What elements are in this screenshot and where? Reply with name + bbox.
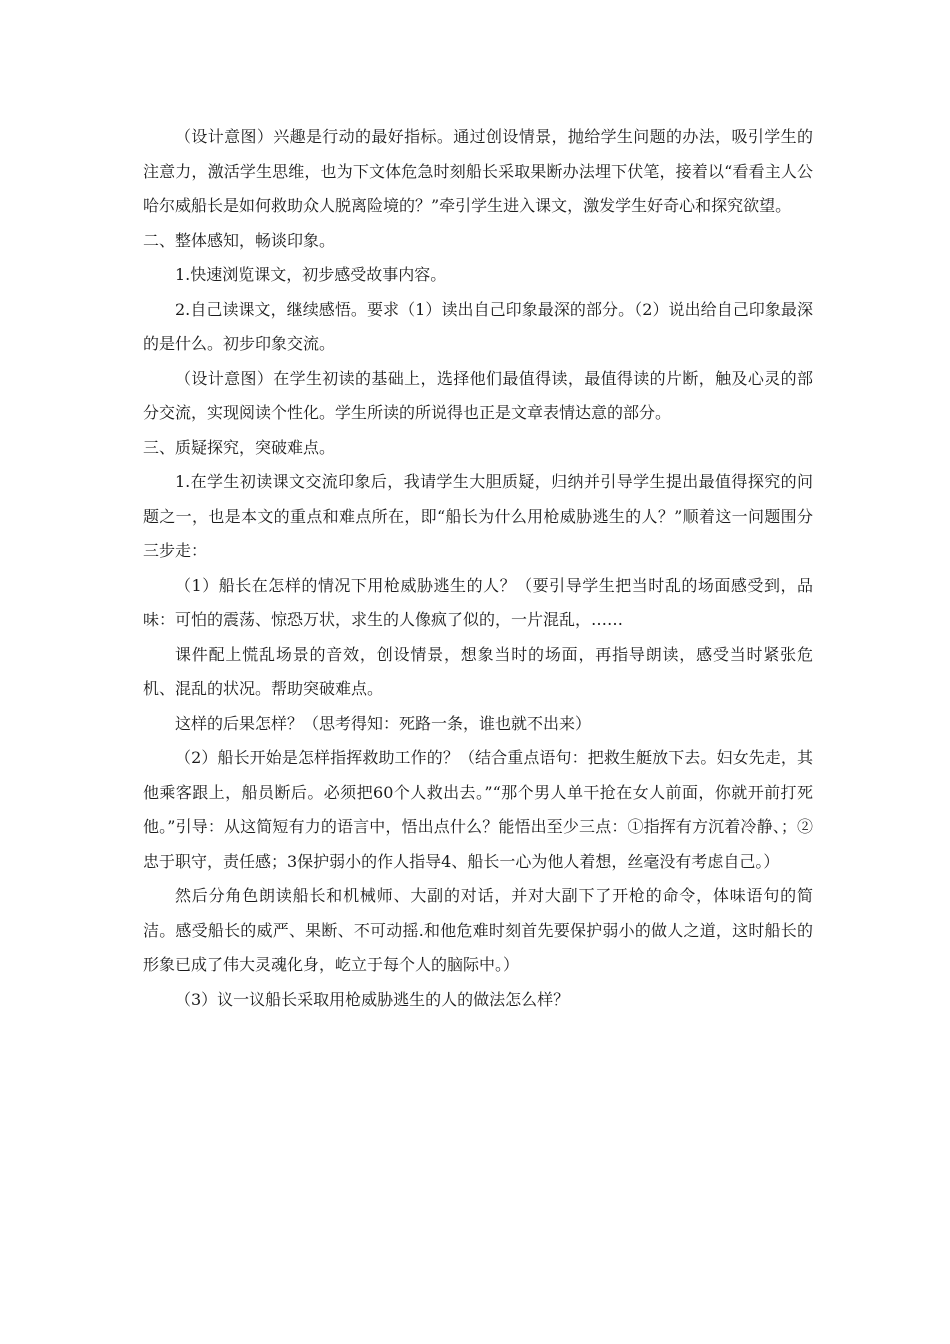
consequence-paragraph: 这样的后果怎样？（思考得知：死路一条，谁也就不出来） — [175, 713, 592, 733]
document-body — [143, 120, 813, 1017]
step-paragraph-2: 2.自己读课文，继续感悟。要求（1）读出自己印象最深的部分。（2）说出给自己印象最深的是什么。初步印象交流。 — [143, 299, 813, 353]
design-intent-paragraph-1: （设计意图）兴趣是行动的最好指标。通过创设情景，抛给学生问题的办法，吸引学生的注意力，激活学生思维，也为下文体危急时刻船长采取果断办法埋下伏笔，接着以“看看主人公哈尔威船长是如何救助众人脱离险境的？”牵引学生进入课文，激发学生好奇心和探究欲望。 — [143, 127, 813, 215]
sub-question-3: （3）议一议船长采取用枪威胁逃生的人的做法怎么样？ — [175, 989, 570, 1009]
section-heading-2: 二、整体感知，畅谈印象。 — [143, 230, 336, 250]
section-heading-3: 三、质疑探究，突破难点。 — [143, 437, 336, 457]
sub-question-1: （1）船长在怎样的情况下用枪威胁逃生的人？（要引导学生把当时乱的场面感受到，品味：可怕的震荡、惊恐万状，求生的人像疯了似的，一片混乱，…… — [143, 575, 813, 629]
courseware-paragraph: 课件配上慌乱场景的音效，创设情景，想象当时的场面，再指导朗读，感受当时紧张危机、混乱的状况。帮助突破难点。 — [143, 644, 813, 698]
sub-question-2: （2）船长开始是怎样指挥救助工作的？（结合重点语句：把救生艇放下去。妇女先走，其他乘客跟上，船员断后。必须把60个人救出去。”“那个男人单干抢在女人前面，你就开前打死他。”引导：从这简短有力的语言中，悟出点什么？能悟出至少三点：①指挥有方沉着冷静、；②忠于职守，责任感；3保护弱小的作人指导4、船长一心为他人着想，丝毫没有考虑自己。） — [143, 748, 813, 871]
design-intent-paragraph-2: （设计意图）在学生初读的基础上，选择他们最值得读，最值得读的片断，触及心灵的部分交流，实现阅读个性化。学生所读的所说得也正是文章表情达意的部分。 — [143, 368, 813, 422]
role-reading-paragraph: 然后分角色朗读船长和机械师、大副的对话，并对大副下了开枪的命令，体味语句的简洁。感受船长的威严、果断、不可动摇.和他危难时刻首先要保护弱小的做人之道，这时船长的形象已成了伟大灵魂化身，屹立于每个人的脑际中。） — [143, 886, 813, 974]
step-paragraph-1: 1.快速浏览课文，初步感受故事内容。 — [175, 265, 447, 284]
question-paragraph: 1.在学生初读课文交流印象后，我请学生大胆质疑，归纳并引导学生提出最值得探究的问题之一，也是本文的重点和难点所在，即“船长为什么用枪威胁逃生的人？”顺着这一问题围分三步走： — [143, 472, 813, 560]
